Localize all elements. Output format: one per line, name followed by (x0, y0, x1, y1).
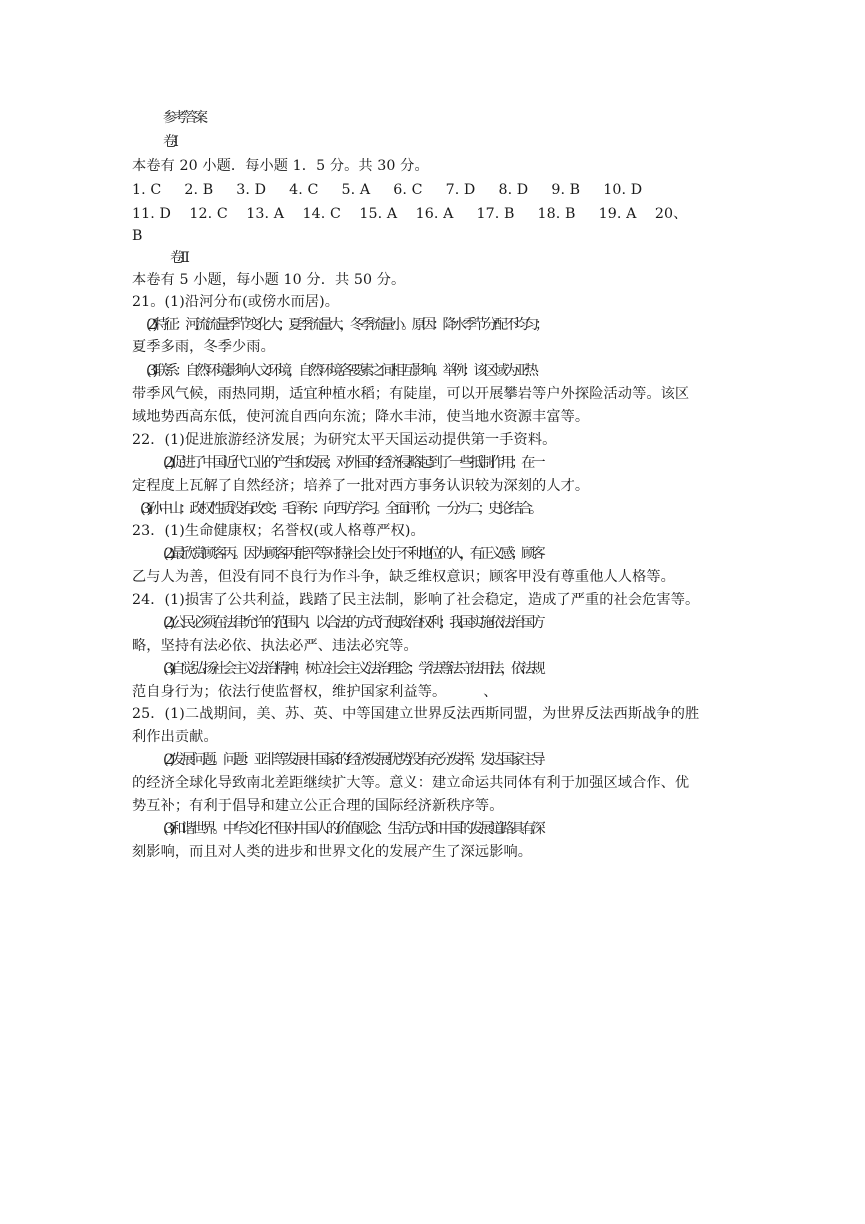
part1-answers-row-1: 1. C 2. B 3. D 4. C 5. A 6. C 7. D 8. D 9. B 10. D (132, 182, 643, 198)
part1-heading: 卷Ⅰ (163, 134, 175, 150)
q23-part1: 23．(1)生命健康权；名誉权(或人格尊严权)。 (132, 523, 425, 539)
q23-part2-line1: (2)最欣赏顾客丙。因为顾客丙能平等对待社会上处于不利地位的人，有正义感；顾客 (163, 546, 542, 562)
q25-part3-line2: 刻影响，而且对人类的进步和世界文化的发展产生了深远影响。 (132, 844, 533, 860)
part1-answers-row-2: 11. D 12. C 13. A 14. C 15. A 16. A 17. B 18. B 19. A 20、 (132, 206, 688, 222)
q21-part2-line1: (2)特征：河流流量季节变化大；夏季流量大，冬季流量小。原因：降水季节分配不均匀； (146, 317, 546, 333)
q25-part2-line1: (2)发展问题。问题：亚非等发展中国家的经济发展优势没有充分发挥；发达国家主导 (163, 752, 542, 768)
q25-part3-line1: (3)和谐世界。中华文化不但对中国人的价值观念、生活方式和中国的发展道路具有深 (163, 821, 542, 837)
q24-part2-line1: (2)公民必须在法律允许的范围内、以合法的方式行使政治权利；我国实施依法治国方 (163, 615, 542, 631)
q25-part1-line1: 25．(1)二战期间，美、苏、英、中等国建立世界反法西斯同盟，为世界反法西斯战争的胜 (132, 706, 700, 722)
q21-part3-line3: 域地势西高东低，使河流自西向东流；降水丰沛，使当地水资源丰富等。 (132, 409, 590, 425)
q24-part1: 24．(1)损害了公共利益，践踏了民主法制，影响了社会稳定，造成了严重的社会危害等。 (132, 592, 700, 608)
q21-part1: 21。(1)沿河分布(或傍水而居)。 (132, 294, 340, 310)
q21-part3-line1: (3)联系：自然环境影响人文环境，自然环境各要素之间相互影响。举例：该区域为亚热 (146, 363, 536, 379)
q22-part2-line2: 定程度上瓦解了自然经济；培养了一批对西方事务认识较为深刻的人才。 (132, 478, 590, 494)
q22-part1: 22．(1)促进旅游经济发展；为研究太平天国运动提供第一手资料。 (132, 432, 557, 448)
q21-part2-line2: 夏季多雨，冬季少雨。 (132, 339, 275, 355)
q25-part2-line2: 的经济全球化导致南北差距继续扩大等。意义：建立命运共同体有利于加强区域合作、优 (132, 775, 690, 791)
q22-part2-line1: (2)促进了中国近代工业的产生和发展；对外国的经济侵略起到了一些抵制作用；在一 (163, 455, 542, 471)
q24-part2-line2: 略，坚持有法必依、执法必严、违法必究等。 (132, 638, 418, 654)
q23-part2-line2: 乙与人为善，但没有同不良行为作斗争，缺乏维权意识；顾客甲没有尊重他人人格等。 (132, 569, 675, 585)
part2-heading: 卷Ⅱ (170, 250, 187, 266)
answer-key-title: 参考答案 (163, 110, 205, 126)
part1-answers-row-2-continued: B (132, 228, 143, 244)
q21-part3-line2: 带季风气候，雨热同期，适宜种植水稻；有陡崖，可以开展攀岩等户外探险活动等。该区 (132, 386, 690, 402)
part1-instructions: 本卷有 20 小题．每小题 1．5 分。共 30 分。 (132, 158, 429, 174)
q22-part3: (3)孙中山：政权性质没有改变；毛泽东：向西方学习。全面评价，一分为二；史论结合。 (140, 501, 540, 517)
part2-instructions: 本卷有 5 小题，每小题 10 分．共 50 分。 (132, 272, 406, 288)
q25-part2-line3: 势互补；有利于倡导和建立公正合理的国际经济新秩序等。 (132, 798, 504, 814)
q24-part3-line2: 范自身行为；依法行使监督权，维护国家利益等。 、 (132, 684, 498, 700)
q24-part3-line1: (3)自觉弘扬社会主义法治精神，树立社会主义法治理念；学法尊法守法用法，依法规 (163, 661, 542, 677)
q25-part1-line2: 利作出贡献。 (132, 729, 218, 745)
